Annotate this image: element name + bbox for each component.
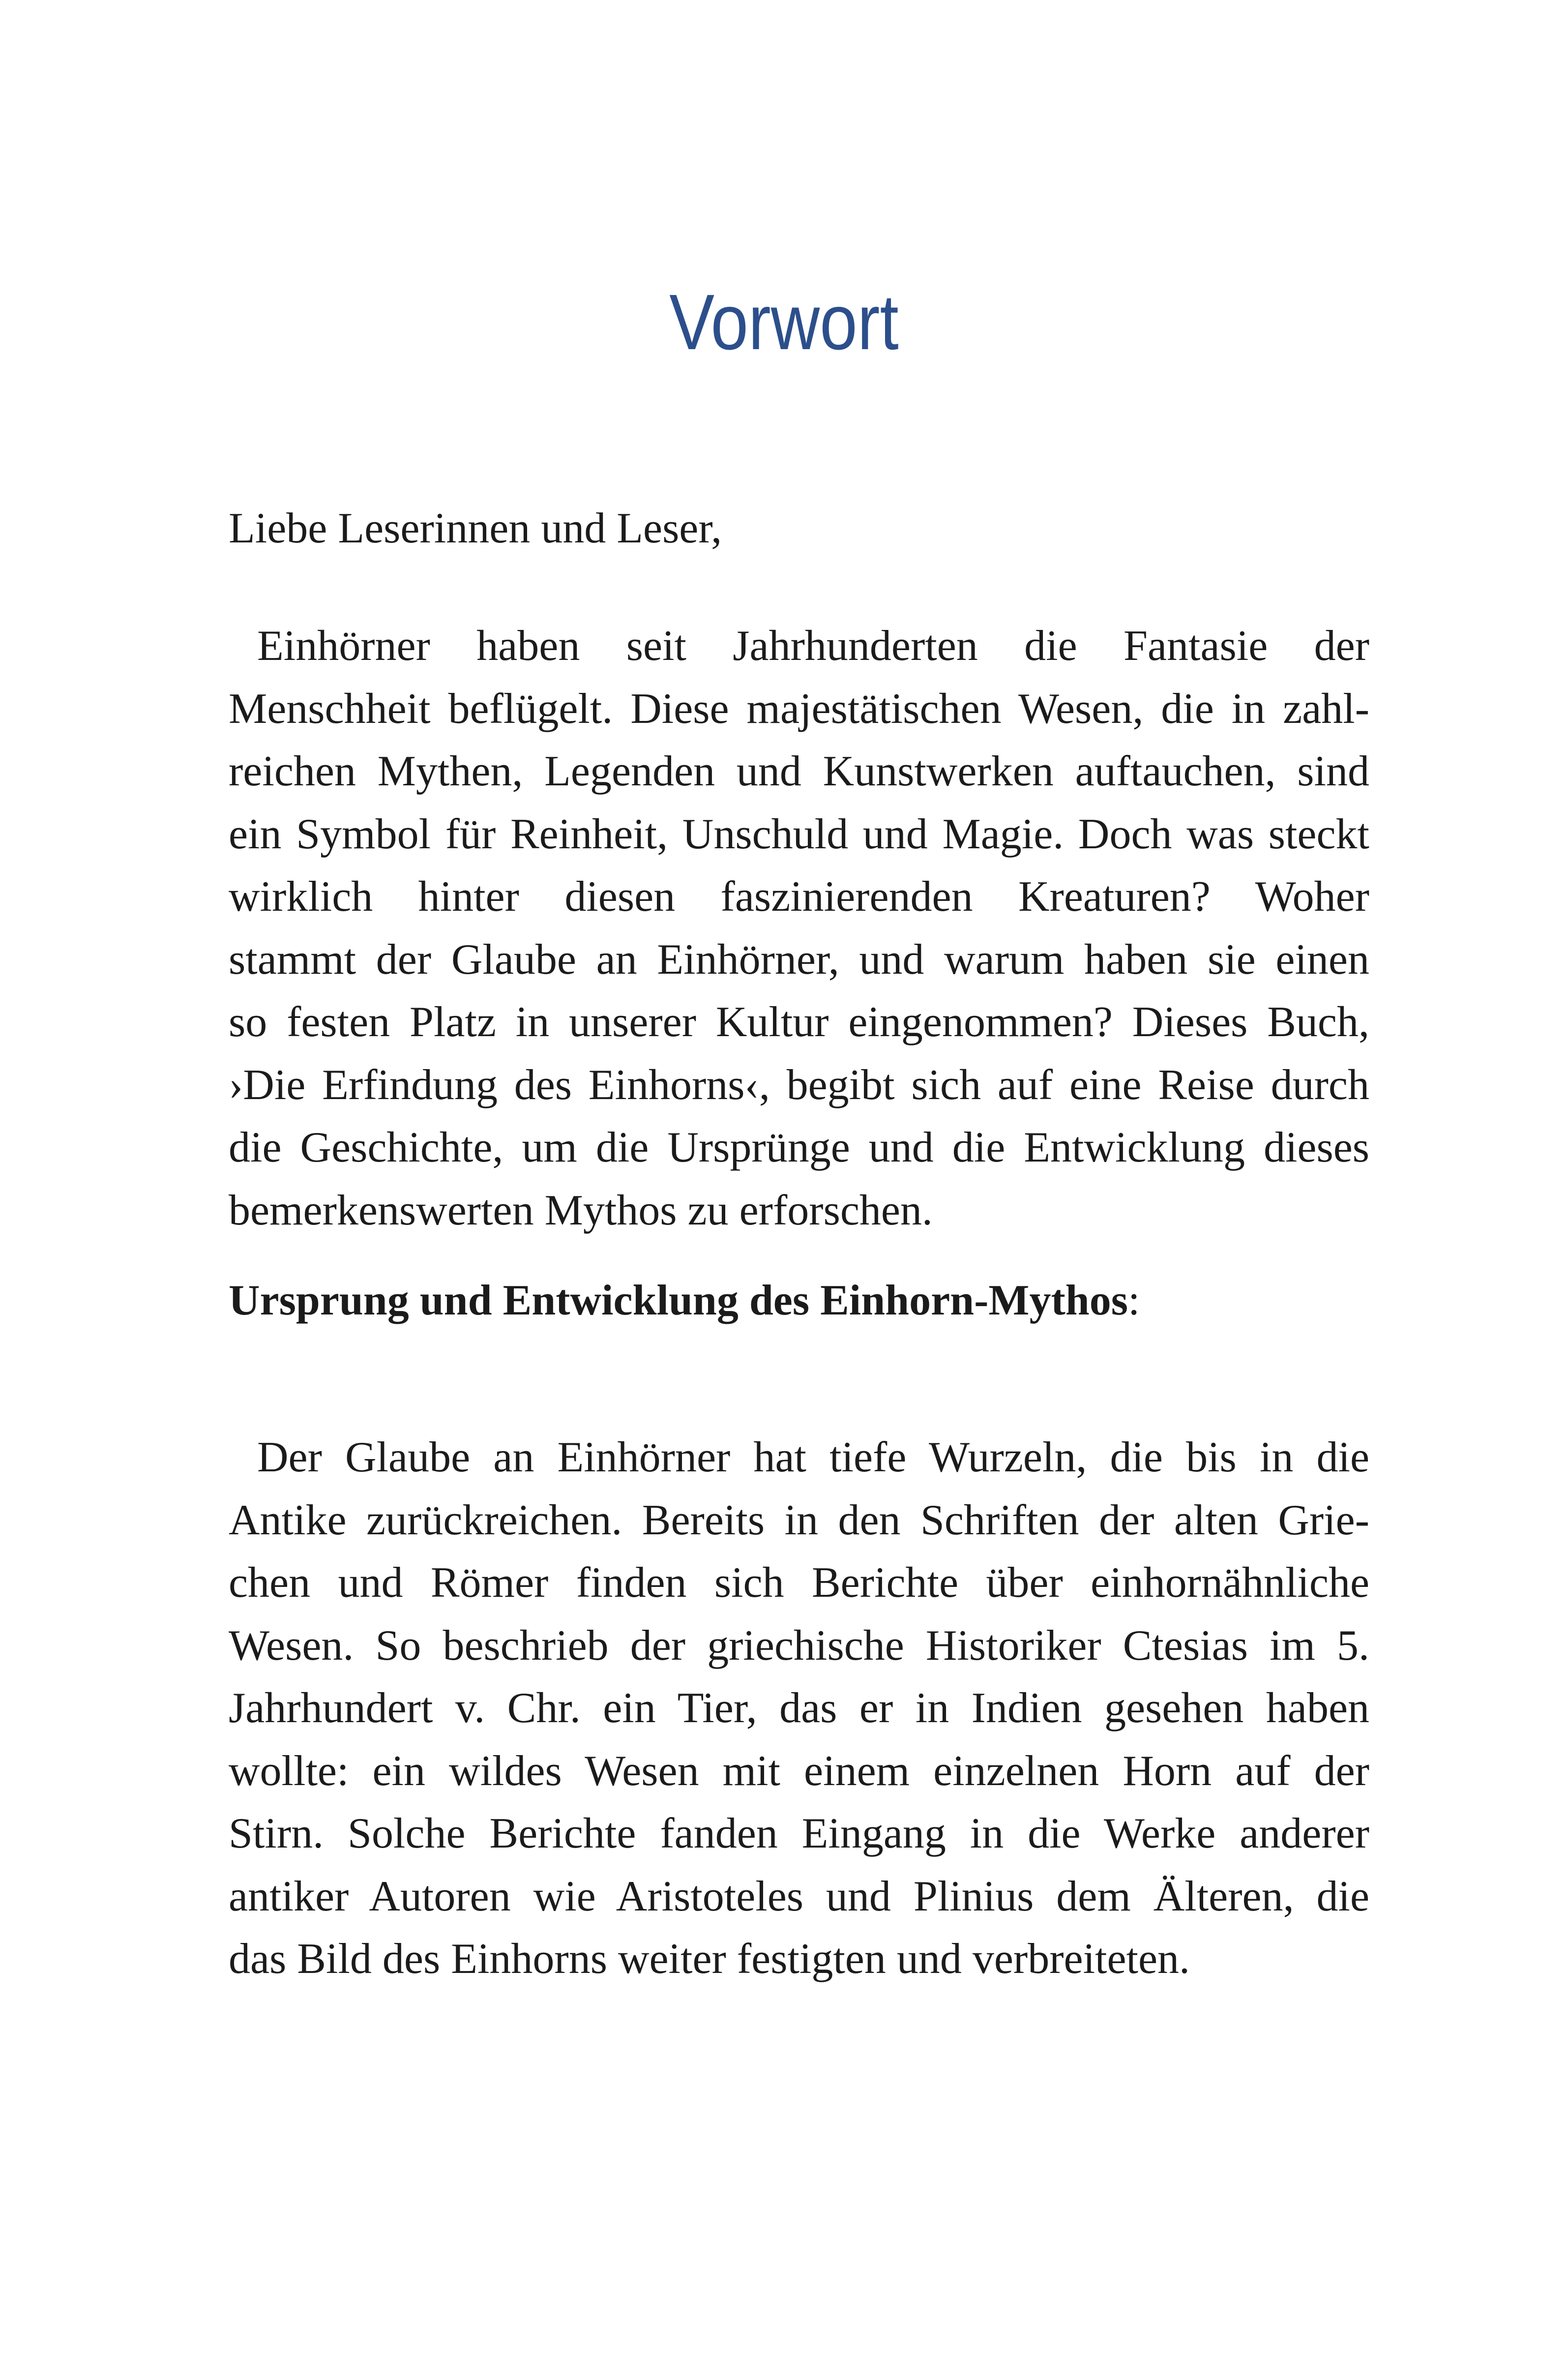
section-heading-colon: :: [1127, 1277, 1140, 1324]
paragraph-line: Antike zurückreichen. Bereits in den Schriften der alten Grie-: [229, 1496, 1369, 1544]
paragraph-line: Stirn. Solche Berichte fanden Eingang in die Werke anderer: [229, 1810, 1369, 1857]
paragraph-line: chen und Römer finden sich Berichte über einhornähnliche: [229, 1559, 1369, 1607]
paragraph-line: wirklich hinter diesen faszinierenden Kreaturen? Woher: [229, 873, 1369, 921]
paragraph-intro: [229, 615, 1369, 1242]
paragraph-line: so festen Platz in unserer Kultur eingenommen? Dieses Buch,: [229, 998, 1369, 1046]
section-heading-text: Ursprung und Entwicklung des Einhorn-Mythos: [229, 1277, 1128, 1324]
paragraph-line: Wesen. So beschrieb der griechische Historiker Ctesias im 5.: [229, 1621, 1369, 1670]
paragraph-line: ein Symbol für Reinheit, Unschuld und Magie. Doch was steckt: [229, 810, 1369, 858]
section-heading: [229, 1269, 1369, 1333]
paragraph-line: reichen Mythen, Legenden und Kunstwerken auftauchen, sind: [229, 747, 1369, 795]
paragraph-line: Menschheit beflügelt. Diese majestätischen Wesen, die in zahl-: [229, 685, 1369, 733]
paragraph-line: ›Die Erfindung des Einhorns‹, begibt sich auf eine Reise durch: [229, 1061, 1369, 1109]
paragraph-line: stammt der Glaube an Einhörner, und warum haben sie einen: [229, 935, 1369, 984]
chapter-title: Vorwort: [669, 278, 899, 366]
paragraph-line: das Bild des Einhorns weiter festigten und verbreiteten.: [229, 1935, 1190, 1983]
paragraph-line: Jahrhundert v. Chr. ein Tier, das er in Indien gesehen haben: [229, 1684, 1369, 1732]
paragraph-line: wollte: ein wildes Wesen mit einem einzelnen Horn auf der: [229, 1747, 1369, 1795]
paragraph-line: Der Glaube an Einhörner hat tiefe Wurzeln, die bis in die: [257, 1433, 1369, 1481]
paragraph-origins: [229, 1426, 1369, 1991]
paragraph-line: Einhörner haben seit Jahrhunderten die Fantasie der: [257, 622, 1369, 670]
paragraph-line: antiker Autoren wie Aristoteles und Plinius dem Älteren, die: [229, 1872, 1369, 1920]
salutation: Liebe Leserinnen und Leser,: [229, 505, 722, 552]
paragraph-line: die Geschichte, um die Ursprünge und die Entwicklung dieses: [229, 1124, 1369, 1171]
paragraph-line: bemerkenswerten Mythos zu erforschen.: [229, 1186, 933, 1234]
